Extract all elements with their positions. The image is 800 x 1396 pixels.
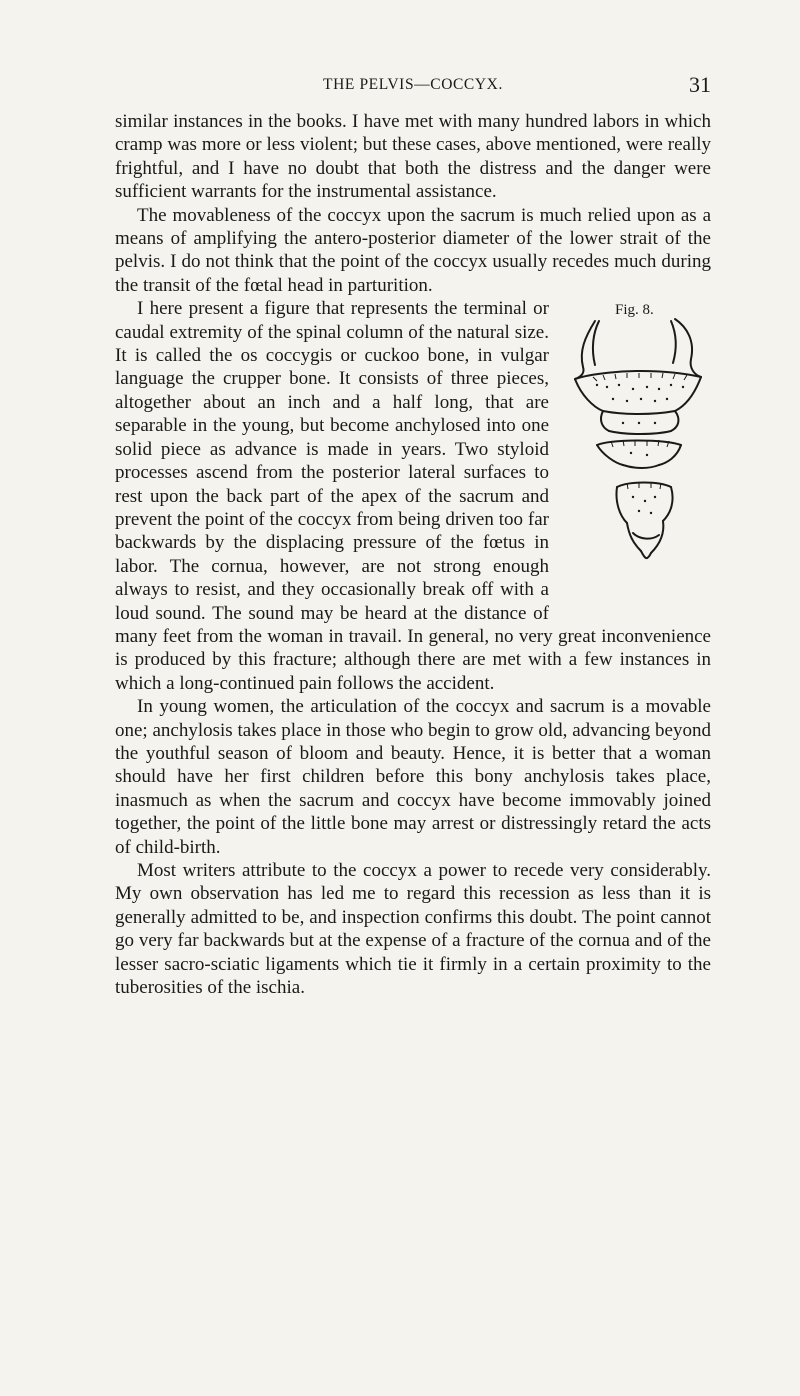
book-page [115,72,711,999]
page-header [115,72,711,110]
paragraph-5: Most writers attribute to the coccyx a power to recede very considerably. My own observation has led me to regard this recession as less than it is generally admitted to be, and inspection confirms this doubt. The point cannot go very far backwards but at the expense of a fracture of the cornua and of the lesser sacro-sciatic ligaments which tie it firmly in a certain proximity to the tuberosities of the ischia. [115,860,711,999]
paragraph-3: I here present a figure that represents the terminal or caudal extremity of the spinal column of the natural size. It is called the os coccygis or cuckoo bone, in vulgar language the crupper bone. It consists of three pieces, altogether about an inch and a half long, that are separable in the young, but become anchylosed into one solid piece as advance is made in years. Two styloid processes ascend from the posterior lateral surfaces to rest upon the back part of the apex of the sacrum and prevent the point of the coccyx from being driven too far backwards by the displacing pressure of the fœtus in labor. The cornua, however, are not strong enough always to resist, and they occasionally break off with a loud sound. The sound may be heard at the distance of many feet from the woman in travail. In general, no very great inconvenience is produced by this fracture; although there are met with a few instances in which a long-continued pain follows the accident. [115,298,711,694]
paragraph-1: similar instances in the books. I have met with many hundred labors in which cramp was more or less violent; but these cases, above mentioned, were really frightful, and I have no doubt that both the distress and the danger were sufficient warrants for the instrumental assistance. [115,111,711,203]
running-head: THE PELVIS—COCCYX. [323,76,503,93]
body-text [115,110,711,999]
paragraph-2: The movableness of the coccyx upon the sacrum is much relied upon as a means of amplifying the antero-posterior diameter of the lower strait of the pelvis. I do not think that the point of the coccyx usually recedes much during the transit of the fœtal head in parturition. [115,204,711,296]
paragraph-4: In young women, the articulation of the coccyx and sacrum is a movable one; anchylosis takes place in those who begin to grow old, advancing beyond the youthful season of bloom and beauty. Hence, it is better that a woman should have her first children before this bony anchylosis takes place, inasmuch as when the sacrum and coccyx have become immovably joined together, the point of the little bone may arrest or distressingly retard the acts of child-birth. [115,696,711,858]
coccyx-bone-illustration [563,315,711,605]
page-number: 31 [689,72,711,97]
figure-8 [563,299,711,605]
figure-caption: Fig. 8. [615,302,654,319]
